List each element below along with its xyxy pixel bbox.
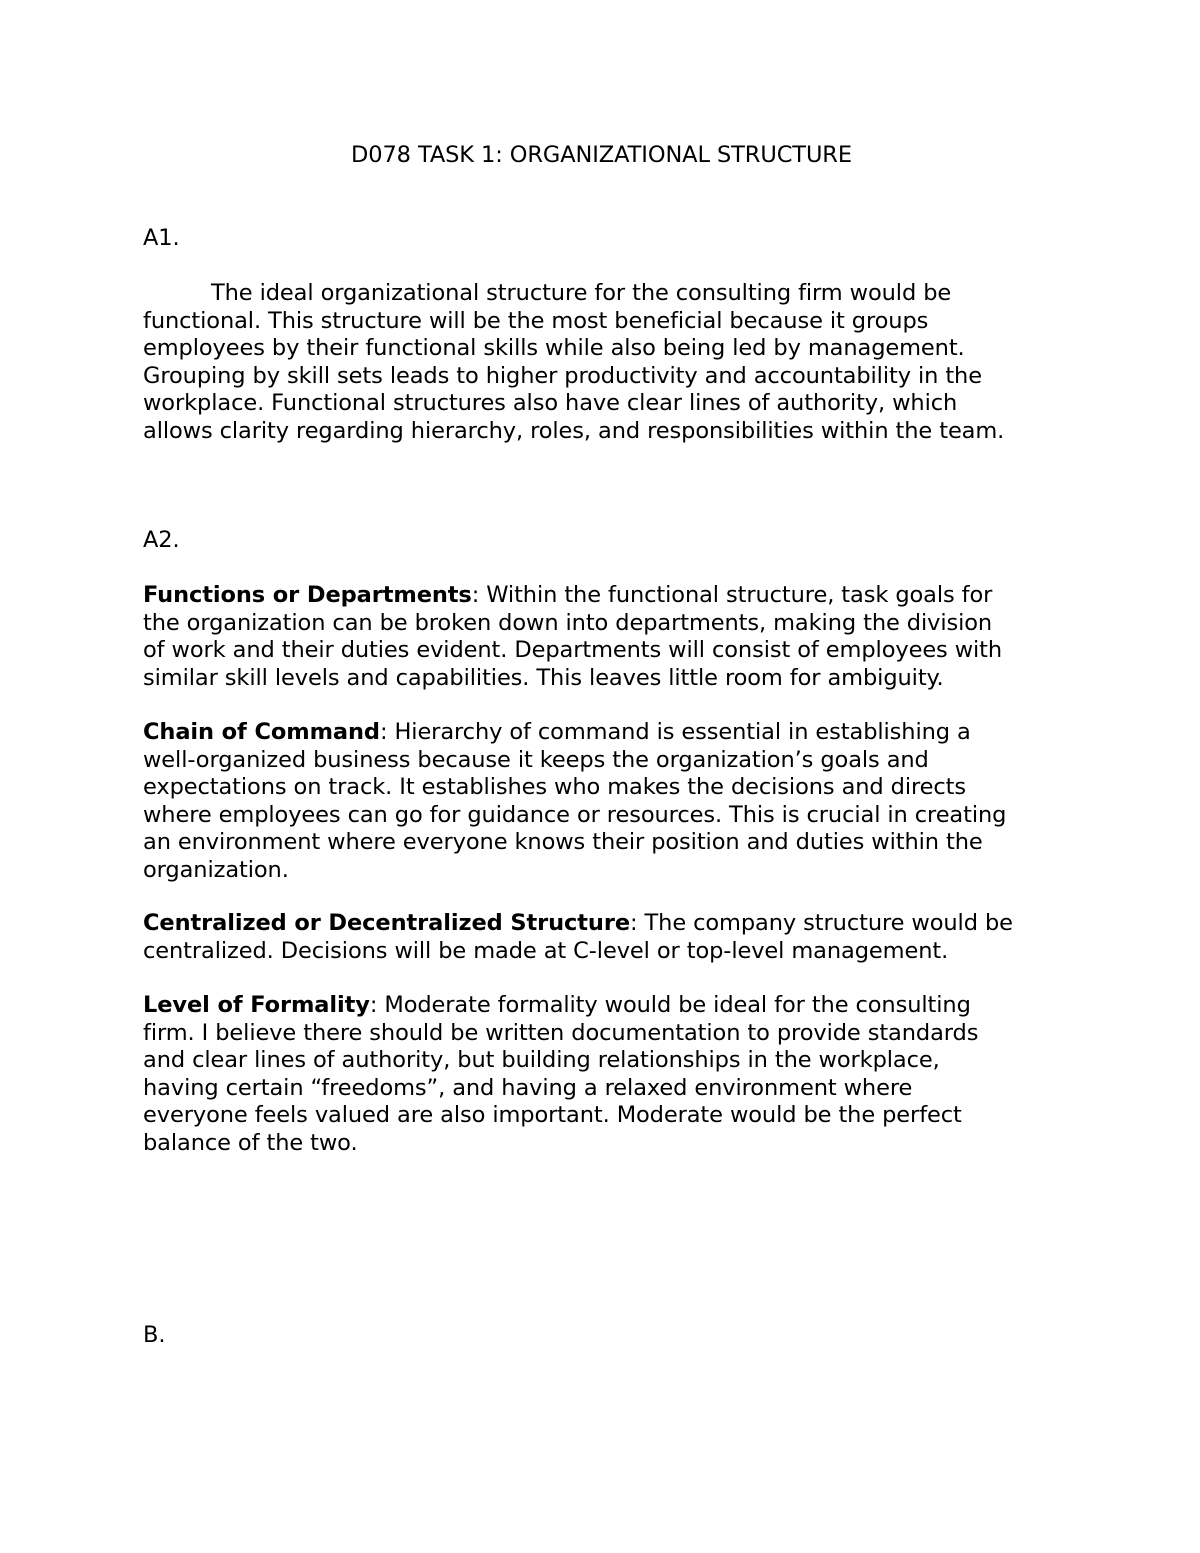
term-description: : The company structure would be — [629, 910, 1013, 936]
paragraph-line: well-organized business because it keeps the organization’s goals and — [143, 746, 929, 773]
paragraph-line — [143, 910, 1063, 938]
paragraph-line: employees by their functional skills while also being led by management. — [143, 335, 965, 361]
paragraph-line: and clear lines of authority, but building relationships in the workplace, — [143, 1047, 940, 1073]
paragraph-line: centralized. Decisions will be made at C-level or top-level management. — [143, 937, 949, 964]
term-description: : Hierarchy of command is essential in establishing a — [379, 719, 971, 745]
term-centralized-structure: Centralized or Decentralized Structure — [143, 910, 630, 936]
paragraph-line: everyone feels valued are also important. Moderate would be the perfect — [143, 1102, 962, 1128]
paragraph-line: Grouping by skill sets leads to higher productivity and accountability in the — [143, 362, 982, 389]
paragraph-line — [143, 719, 1063, 747]
term-chain-of-command: Chain of Command — [143, 719, 380, 745]
paragraph-line: firm. I believe there should be written documentation to provide standards — [143, 1019, 979, 1046]
section-b-heading: B. — [143, 1322, 166, 1348]
paragraph-line: balance of the two. — [143, 1129, 358, 1156]
functions-departments-paragraph — [143, 582, 1063, 692]
section-a2-heading: A2. — [143, 527, 180, 553]
term-level-of-formality: Level of Formality — [143, 992, 370, 1018]
term-description: : Moderate formality would be ideal for the consulting — [369, 992, 971, 1018]
paragraph-line — [143, 582, 1063, 610]
paragraph-line: the organization can be broken down into departments, making the division — [143, 609, 993, 636]
page-title: D078 TASK 1: ORGANIZATIONAL STRUCTURE — [351, 142, 852, 168]
paragraph-line: functional. This structure will be the most beneficial because it groups — [143, 307, 929, 334]
paragraph-line: similar skill levels and capabilities. This leaves little room for ambiguity. — [143, 664, 944, 691]
term-functions-departments: Functions or Departments — [143, 582, 472, 608]
paragraph-line: of work and their duties evident. Departments will consist of employees with — [143, 637, 1003, 663]
paragraph-line: workplace. Functional structures also have clear lines of authority, which — [143, 390, 958, 416]
paragraph-line — [143, 992, 1063, 1020]
paragraph-line: where employees can go for guidance or resources. This is crucial in creating — [143, 801, 1007, 828]
paragraph-line: an environment where everyone knows their position and duties within the — [143, 829, 983, 855]
chain-of-command-paragraph — [143, 719, 1063, 884]
paragraph-line: allows clarity regarding hierarchy, roles, and responsibilities within the team. — [143, 417, 1005, 444]
section-a1-paragraph — [143, 280, 1063, 445]
term-description: : Within the functional structure, task goals for — [471, 582, 993, 608]
paragraph-line: organization. — [143, 856, 289, 883]
paragraph-line: expectations on track. It establishes who makes the decisions and directs — [143, 774, 967, 800]
paragraph-line: The ideal organizational structure for the consulting firm would be — [211, 280, 952, 306]
centralized-structure-paragraph — [143, 910, 1063, 965]
level-of-formality-paragraph — [143, 992, 1063, 1157]
section-a1-heading: A1. — [143, 225, 180, 251]
paragraph-line: having certain “freedoms”, and having a relaxed environment where — [143, 1074, 913, 1101]
